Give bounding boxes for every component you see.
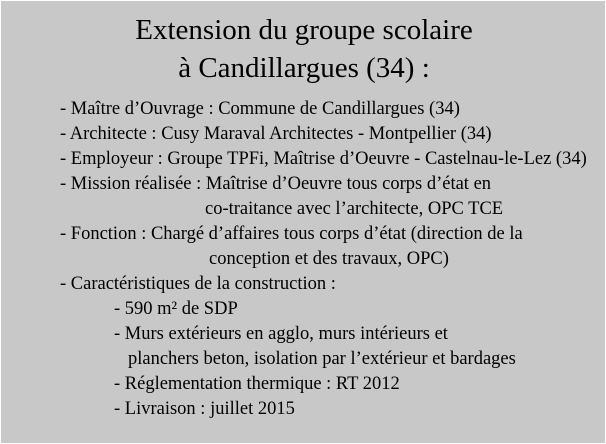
murs-line: - Murs extérieurs en agglo, murs intérieurs et bbox=[114, 324, 448, 344]
fonction-line-continued: conception et des travaux, OPC) bbox=[209, 249, 449, 269]
employeur-line: - Employeur : Groupe TPFi, Maîtrise d’Oeuvre - Castelnau-le-Lez (34) bbox=[60, 149, 587, 169]
title-line-2: à Candillargues (34) : bbox=[178, 52, 430, 84]
mission-line: - Mission réalisée : Maîtrise d’Oeuvre tous corps d’état en bbox=[60, 174, 492, 194]
sdp-line: - 590 m² de SDP bbox=[114, 299, 238, 319]
caracteristiques-heading: - Caractéristiques de la construction : bbox=[60, 274, 336, 294]
architecte-line: - Architecte : Cusy Maraval Architectes - Montpellier (34) bbox=[60, 124, 492, 144]
mission-line-continued: co-traitance avec l’architecte, OPC TCE bbox=[205, 199, 504, 219]
fonction-line: - Fonction : Chargé d’affaires tous corps d’état (direction de la bbox=[60, 224, 523, 244]
livraison-line: - Livraison : juillet 2015 bbox=[114, 399, 295, 419]
maitre-ouvrage-line: - Maître d’Ouvrage : Commune de Candillargues (34) bbox=[60, 99, 460, 119]
reglementation-line: - Réglementation thermique : RT 2012 bbox=[114, 374, 400, 394]
title-line-1: Extension du groupe scolaire bbox=[135, 14, 473, 46]
murs-line-continued: planchers beton, isolation par l’extérieur et bardages bbox=[128, 349, 516, 369]
